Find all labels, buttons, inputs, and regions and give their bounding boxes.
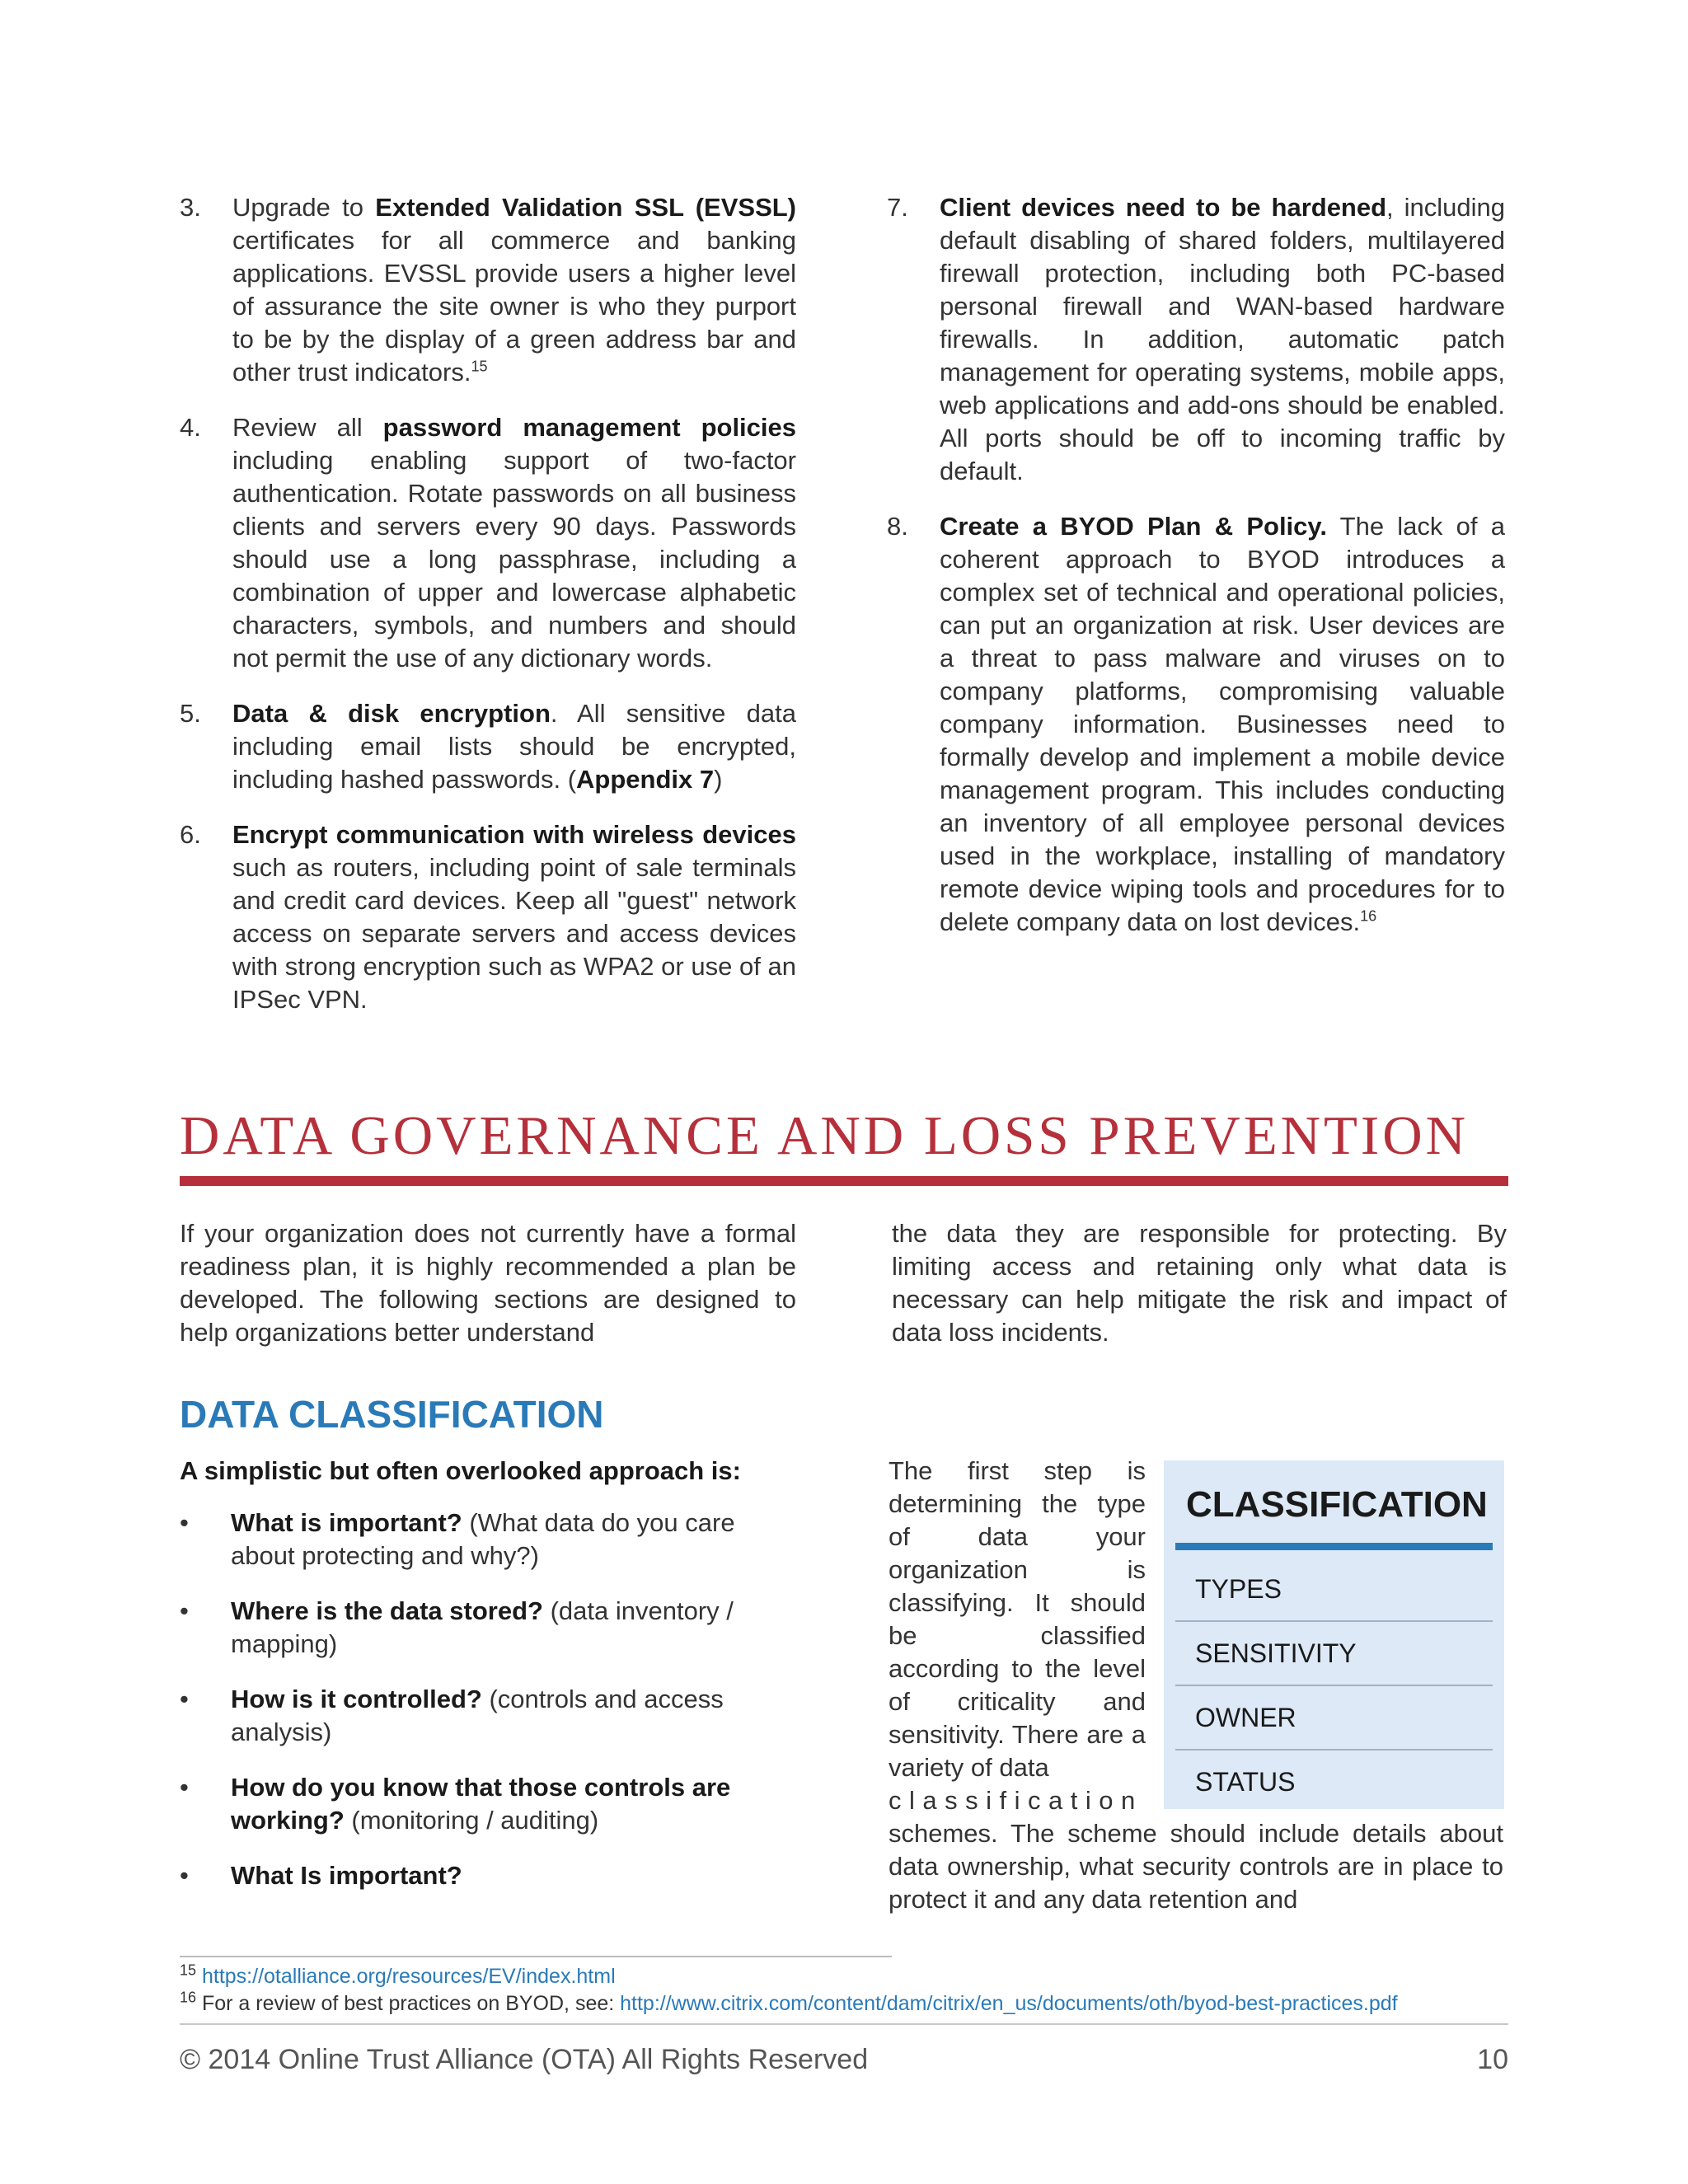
footnote-15: $^{15}$ https://otalliance.org/resources/EV/index.html: [180, 1961, 616, 1988]
item-number: 3.: [180, 193, 201, 222]
section-divider: [180, 1176, 1508, 1186]
lead-text: A simplistic but often overlooked approach is:: [180, 1456, 741, 1485]
item-number: 5.: [180, 699, 201, 728]
list-item: • What Is important?: [180, 1859, 790, 1892]
footnote-divider: [180, 1956, 892, 1957]
footer-divider: [180, 2023, 1508, 2025]
list-item-5: 5. Data & disk encryption. All sensitive data including email lists should be encrypted, including hashed passwords. (Appendix 7): [180, 699, 796, 794]
box-title-underline: [1175, 1543, 1493, 1550]
list-item: • How is it controlled? (controls and access analysis): [180, 1685, 724, 1746]
spread-word: classification: [889, 1786, 1143, 1815]
list-item-3: 3. Upgrade to Extended Validation SSL (EVSSL) certificates for all commerce and banking applications. EVSSL provide users a higher level of assurance the site owner is who they purport to be by the display of a green address bar and other trust indicators.$^{15}$: [180, 193, 796, 387]
bullet-icon: •: [180, 1861, 189, 1890]
numbered-list-left: [180, 191, 796, 1016]
box-row-owner: OWNER: [1175, 1686, 1493, 1750]
item-number: 4.: [180, 413, 201, 442]
subsection-title: DATA CLASSIFICATION: [180, 1393, 604, 1436]
list-item-4: 4. Review all password management policies including enabling support of two-factor authentication. Rotate passwords on all business clients and servers every 90 days. Passwords should use a long passphrase, including a combination of upper and lowercase alphabetic characters, symbols, and numbers and should not permit the use of any dictionary words.: [180, 413, 797, 673]
bullet-icon: •: [180, 1773, 189, 1802]
section-title: DATA GOVERNANCE AND LOSS PREVENTION: [180, 1105, 1470, 1166]
item-heading: Data & disk encryption: [232, 699, 551, 728]
list-item-8: 8. Create a BYOD Plan & Policy. The lack of a coherent approach to BYOD introduces a complex set of technical and operational policies, can put an organization at risk. User devices are a threat to pass malware and viruses on to company platforms, compromising valuable company information. Businesses need to formally develop and implement a mobile device management program. This includes conducting an inventory of all employee personal devices used in the workplace, installing of mandatory remote device wiping tools and procedures for to delete company data on lost devices.$^{16}$: [887, 512, 1505, 936]
item-heading: Client devices need to be hardened: [940, 193, 1387, 222]
footnote-link[interactable]: http://www.citrix.com/content/dam/citrix/en_us/documents/oth/byod-best-practices.pdf: [620, 1992, 1398, 2015]
box-title: CLASSIFICATION: [1186, 1484, 1488, 1525]
item-number: 7.: [887, 193, 908, 222]
list-item-7: 7. Client devices need to be hardened, including default disabling of shared folders, multilayered firewall protection, including both PC-based personal firewall and WAN-based hardware firewalls. In addition, automatic patch management for operating systems, mobile apps, web applications and add-ons should be enabled. All ports should be off to incoming traffic by default.: [887, 193, 1505, 485]
list-item: • How do you know that those controls are working? (monitoring / auditing): [180, 1773, 731, 1835]
footnote-ref: 15: [471, 358, 488, 375]
footnote-link[interactable]: https://otalliance.org/resources/EV/index.html: [201, 1965, 616, 1988]
classification-body: The first step is determining the type of data your organization is classifying. It should be classified according to the level of criticality and sensitivity. There are a variety of data classification: [889, 1455, 1146, 1817]
appendix-ref: Appendix 7: [576, 765, 715, 794]
box-row-status: STATUS: [1195, 1767, 1296, 1797]
intro-left: If your organization does not currently have a formal readiness plan, it is highly recommended a plan be developed. The following sections are designed to help organizations better understand: [180, 1219, 796, 1347]
copyright: © 2014 Online Trust Alliance (OTA) All Rights Reserved: [180, 2044, 869, 2075]
item-number: 6.: [180, 820, 201, 849]
classification-box: [1164, 1460, 1504, 1809]
page-number: 10: [1477, 2044, 1508, 2075]
classification-body-continued: schemes. The scheme should include details about data ownership, what security controls are in place to protect it and any data retention and: [889, 1819, 1503, 1914]
bullet-icon: •: [180, 1596, 189, 1625]
box-row-types: TYPES: [1175, 1558, 1493, 1622]
item-number: 8.: [887, 512, 908, 541]
item-heading: Extended Validation SSL (EVSSL): [375, 193, 796, 222]
footnote-ref: 16: [1360, 907, 1377, 925]
item-heading: password management policies: [382, 413, 797, 442]
footnote-16: $^{16}$ For a review of best practices on BYOD, see: http://www.citrix.com/content/dam/citrix/en_us/documents/oth/byod-best-practices.pdf: [180, 1989, 1398, 2015]
intro-right: the data they are responsible for protecting. By limiting access and retaining only what data is necessary can help mitigate the risk and impact of data loss incidents.: [892, 1219, 1507, 1347]
list-item-6: 6. Encrypt communication with wireless devices such as routers, including point of sale terminals and credit card devices. Keep all "guest" network access on separate servers and access devices with strong encryption such as WPA2 or use of an IPSec VPN.: [180, 820, 796, 1014]
bullet-icon: •: [180, 1508, 189, 1537]
numbered-list-right: [887, 191, 1505, 939]
bullet-icon: •: [180, 1685, 189, 1713]
item-heading: Encrypt communication with wireless devices: [232, 820, 796, 849]
item-heading: Create a BYOD Plan & Policy.: [940, 512, 1327, 541]
list-item: • Where is the data stored? (data inventory / mapping): [180, 1596, 734, 1658]
question-list: [180, 1507, 790, 1915]
box-row-sensitivity: SENSITIVITY: [1175, 1622, 1493, 1686]
list-item: • What is important? (What data do you care about protecting and why?): [180, 1508, 735, 1570]
